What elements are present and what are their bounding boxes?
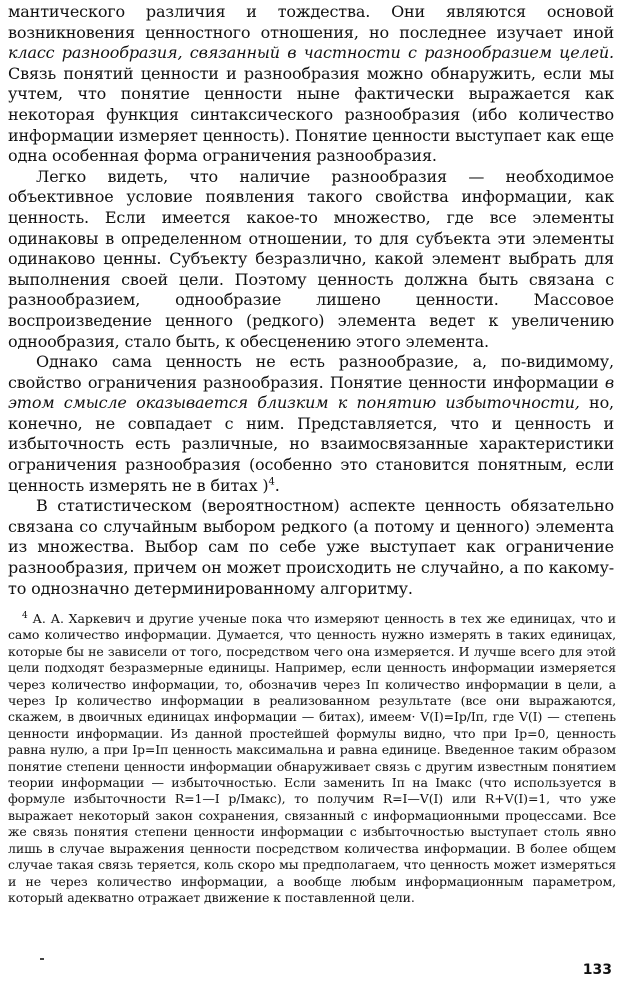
footnote-text: А. А. Харкевич и другие ученые пока что измеряют ценность в тех же единицах, что и само количество информации. Думается, что ценность нужно измерять в таких единицах, которые бы не зависели от того, посредством чего она измеряется. И лучше всего для этой цели подходят безразмерные единицы. Например, если ценность информации измеряется через количество информации, то, обозначив через Iп количество информации в цели, а через Iр количество информации в реализованном результате (все они выражаются, скажем, в двоичных единицах информации — битах), имеем· V(I)=Iр/Iп, где V(I) — степень ценности информации. Из данной простейшей формулы видно, что при Iр=0, ценность равна нулю, а при Iр=Iп ценность максимальна и равна единице. Введенное таким образом понятие степени ценности информации обнаруживает связь с другим известным понятием теории информации — избыточностью. Если заменить Iп на Iмакс (что используется в формуле избыточности R=1—I р/Iмакс), то получим R=I—V(I) или R+V(I)=1, что уже выражает некоторый закон сохранения, связанный с информационными процессами. Все же связь понятия степени ценности информации с избыточностью выступает столь явно лишь в случае выражения ценности посредством количества информации. В более общем случае такая связь теряется, коль скоро мы предполагаем, что ценность может измеряться и не через количество информации, а вообще любым информационным параметром, который адекватно отражает движение к поставленной цели. [8, 611, 616, 905]
paragraph-3-start: Однако сама ценность не есть разнообразие, а, по-видимому, свойство ограничения разнообразия. Понятие ценности информации [8, 352, 614, 392]
paragraph-1 [8, 2, 614, 167]
paragraph-1-emphasis: класс разнообразия, связанный в частности с разнообразием целей. [8, 43, 614, 63]
footnote-4 [8, 611, 616, 906]
paragraph-3-emphasis: в этом смысле оказывается близким к понятию избыточности, [8, 372, 614, 413]
paragraph-4: В статистическом (вероятностном) аспекте ценность обязательно связана со случайным выбором редкого (а потому и ценного) элемента из множества. Выбор сам по себе уже выступает как ограничение разнообразия, причем он может происходить не случайно, а по какому-то однозначно детерминированному алгоритму. [8, 496, 614, 598]
paragraph-1-start: мантического различия и тождества. Они являются основой возникновения ценностного отношения, но последнее изучает иной [8, 2, 614, 42]
main-body-text [8, 2, 614, 599]
paragraph-2: Легко видеть, что наличие разнообразия — необходимое объективное условие появления такого свойства информации, как ценность. Если имеется какое-то множество, где все элементы одинаковы в определенном отношении, то для субъекта эти элементы одинаково ценны. Субъекту безразлично, какой элемент выбрать для выполнения своей цели. Поэтому ценность должна быть связана с разнообразием, однообразие лишено ценности. Массовое воспроизведение ценного (редкого) элемента ведет к увеличению однообразия, стало быть, к обесценению этого элемента. [8, 166, 614, 351]
paragraph-1-rest: Связь понятий ценности и разнообразия можно обнаружить, если мы учтем, что понятие ценности ныне фактически выражается как некоторая функция синтаксического разнообразия (ибо количество информации измеряет ценность). Понятие ценности выступает как еще одна особенная форма ограничения разнообразия. [8, 63, 614, 166]
footnote-reference[interactable]: 4 [268, 476, 275, 488]
paragraph-3-rest: но, конечно, не совпадает с ним. Представляется, что и ценность и избыточность есть различные, но взаимосвязанные характеристики ограничения разнообразия (особенно это становится понятным, если ценность измерять не в битах ) [8, 393, 614, 495]
footnote-marker: 4 [22, 610, 28, 621]
page-number: 133 [582, 962, 612, 978]
print-speck [40, 958, 44, 960]
paragraph-3-end: . [274, 475, 280, 495]
paragraph-3 [8, 352, 614, 496]
footnotes-section [8, 611, 616, 906]
